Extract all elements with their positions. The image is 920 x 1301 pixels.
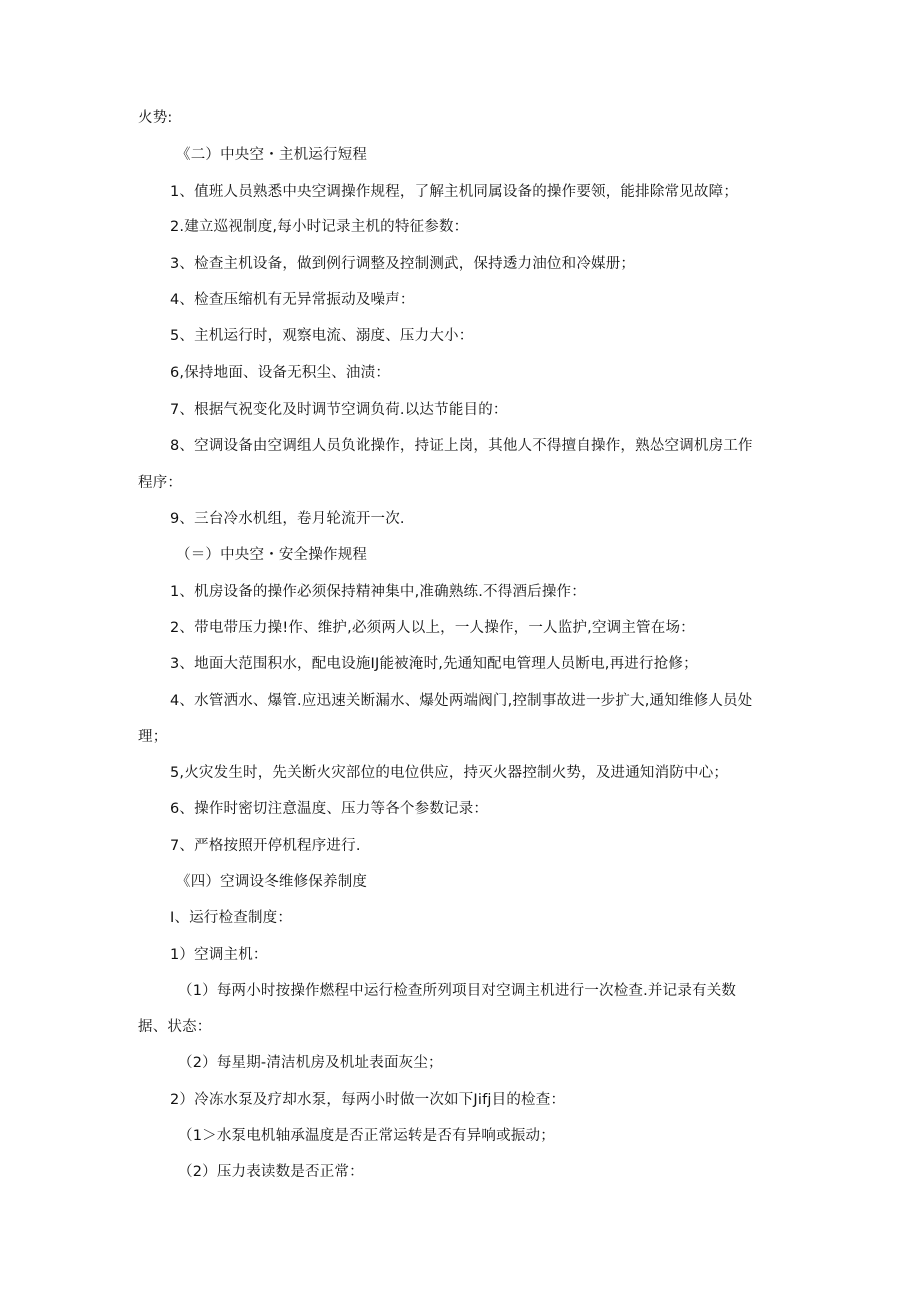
nested-list-item: （2）每星期-清洁机房及机址表面灰尘； <box>178 1055 443 1071</box>
section-heading-2: 《二）中央空・主机运行短程 <box>176 147 368 163</box>
list-item: 1、值班人员熟悉中央空调操作规程，了解主机同属设备的操作要领，能排除常见故障； <box>170 184 739 200</box>
list-item: 2、带电带压力操!作、维护,必须两人以上，一人操作，一人监护,空调主管在场： <box>170 620 695 636</box>
section-heading-4: 《四）空调设冬维修保养制度 <box>176 874 368 890</box>
list-item: 3、检查主机设备，做到例行调整及控制测武，保持透力油位和冷媒册； <box>170 256 636 272</box>
text-line-continuation: 理； <box>138 729 168 745</box>
nested-list-item: （1＞水泵电机轴承温度是否正常运转是否有异响或振动； <box>178 1128 555 1144</box>
list-item: 9、三台冷水机组，卷月轮流开一次. <box>170 511 405 527</box>
text-line-continuation: 火势: <box>138 110 173 126</box>
list-item: 7、根据气祝变化及时调节空调负荷.以达节能目的： <box>170 402 508 418</box>
text-line-continuation: 据、状态： <box>138 1019 212 1035</box>
list-item: 5、主机运行时，观察电流、溺度、压力大小： <box>170 328 474 344</box>
list-item: 6、操作时密切注意温度、压力等各个参数记录： <box>170 801 489 817</box>
nested-list-item: （1）每两小时按操作燃程中运行检查所列项目对空调主机进行一次检查.并记录有关数 <box>178 983 737 999</box>
sub-list-item: 1）空调主机： <box>170 947 268 963</box>
section-heading-3: （＝）中央空・安全操作规程 <box>176 547 368 563</box>
sub-list-item: 2）冷冻水泵及疗却水泵，每两小时做一次如下Jifj目的检查： <box>170 1092 566 1108</box>
list-item: 1、机房设备的操作必须保持精神集中,准确熟练.不得酒后操作： <box>170 584 586 600</box>
list-item: 7、严格按照开停机程序进行. <box>170 838 361 854</box>
list-item: 4、检查压缩机有无异常振动及噪声： <box>170 292 415 308</box>
list-item: 8、空调设备由空调组人员负讹操作，持证上岗，其他人不得擅自操作，熟怂空调机房工作 <box>170 438 753 454</box>
list-item: 3、地面大范围积水，配电设施IJ能被淹时,先通知配电管理人员断电,再进行抢修； <box>170 656 698 672</box>
list-item: 4、水管洒水、爆管.应迅速关断漏水、爆处两端阀门,控制事故进一步扩大,通知维修人员处 <box>170 693 753 709</box>
nested-list-item: （2）压力表读数是否正常： <box>178 1164 364 1180</box>
list-item: 2.建立巡视制度,每小时记录主机的特征参数： <box>170 219 469 235</box>
list-item: 5,火灾发生时，先关断火灾部位的电位供应，持灭火器控制火势，及进通知消防中心； <box>170 765 729 781</box>
text-line-continuation: 程序： <box>138 475 183 491</box>
subsection-heading: I、运行检查制度： <box>170 910 293 926</box>
list-item: 6,保持地面、设备无积尘、油渍： <box>170 365 391 381</box>
